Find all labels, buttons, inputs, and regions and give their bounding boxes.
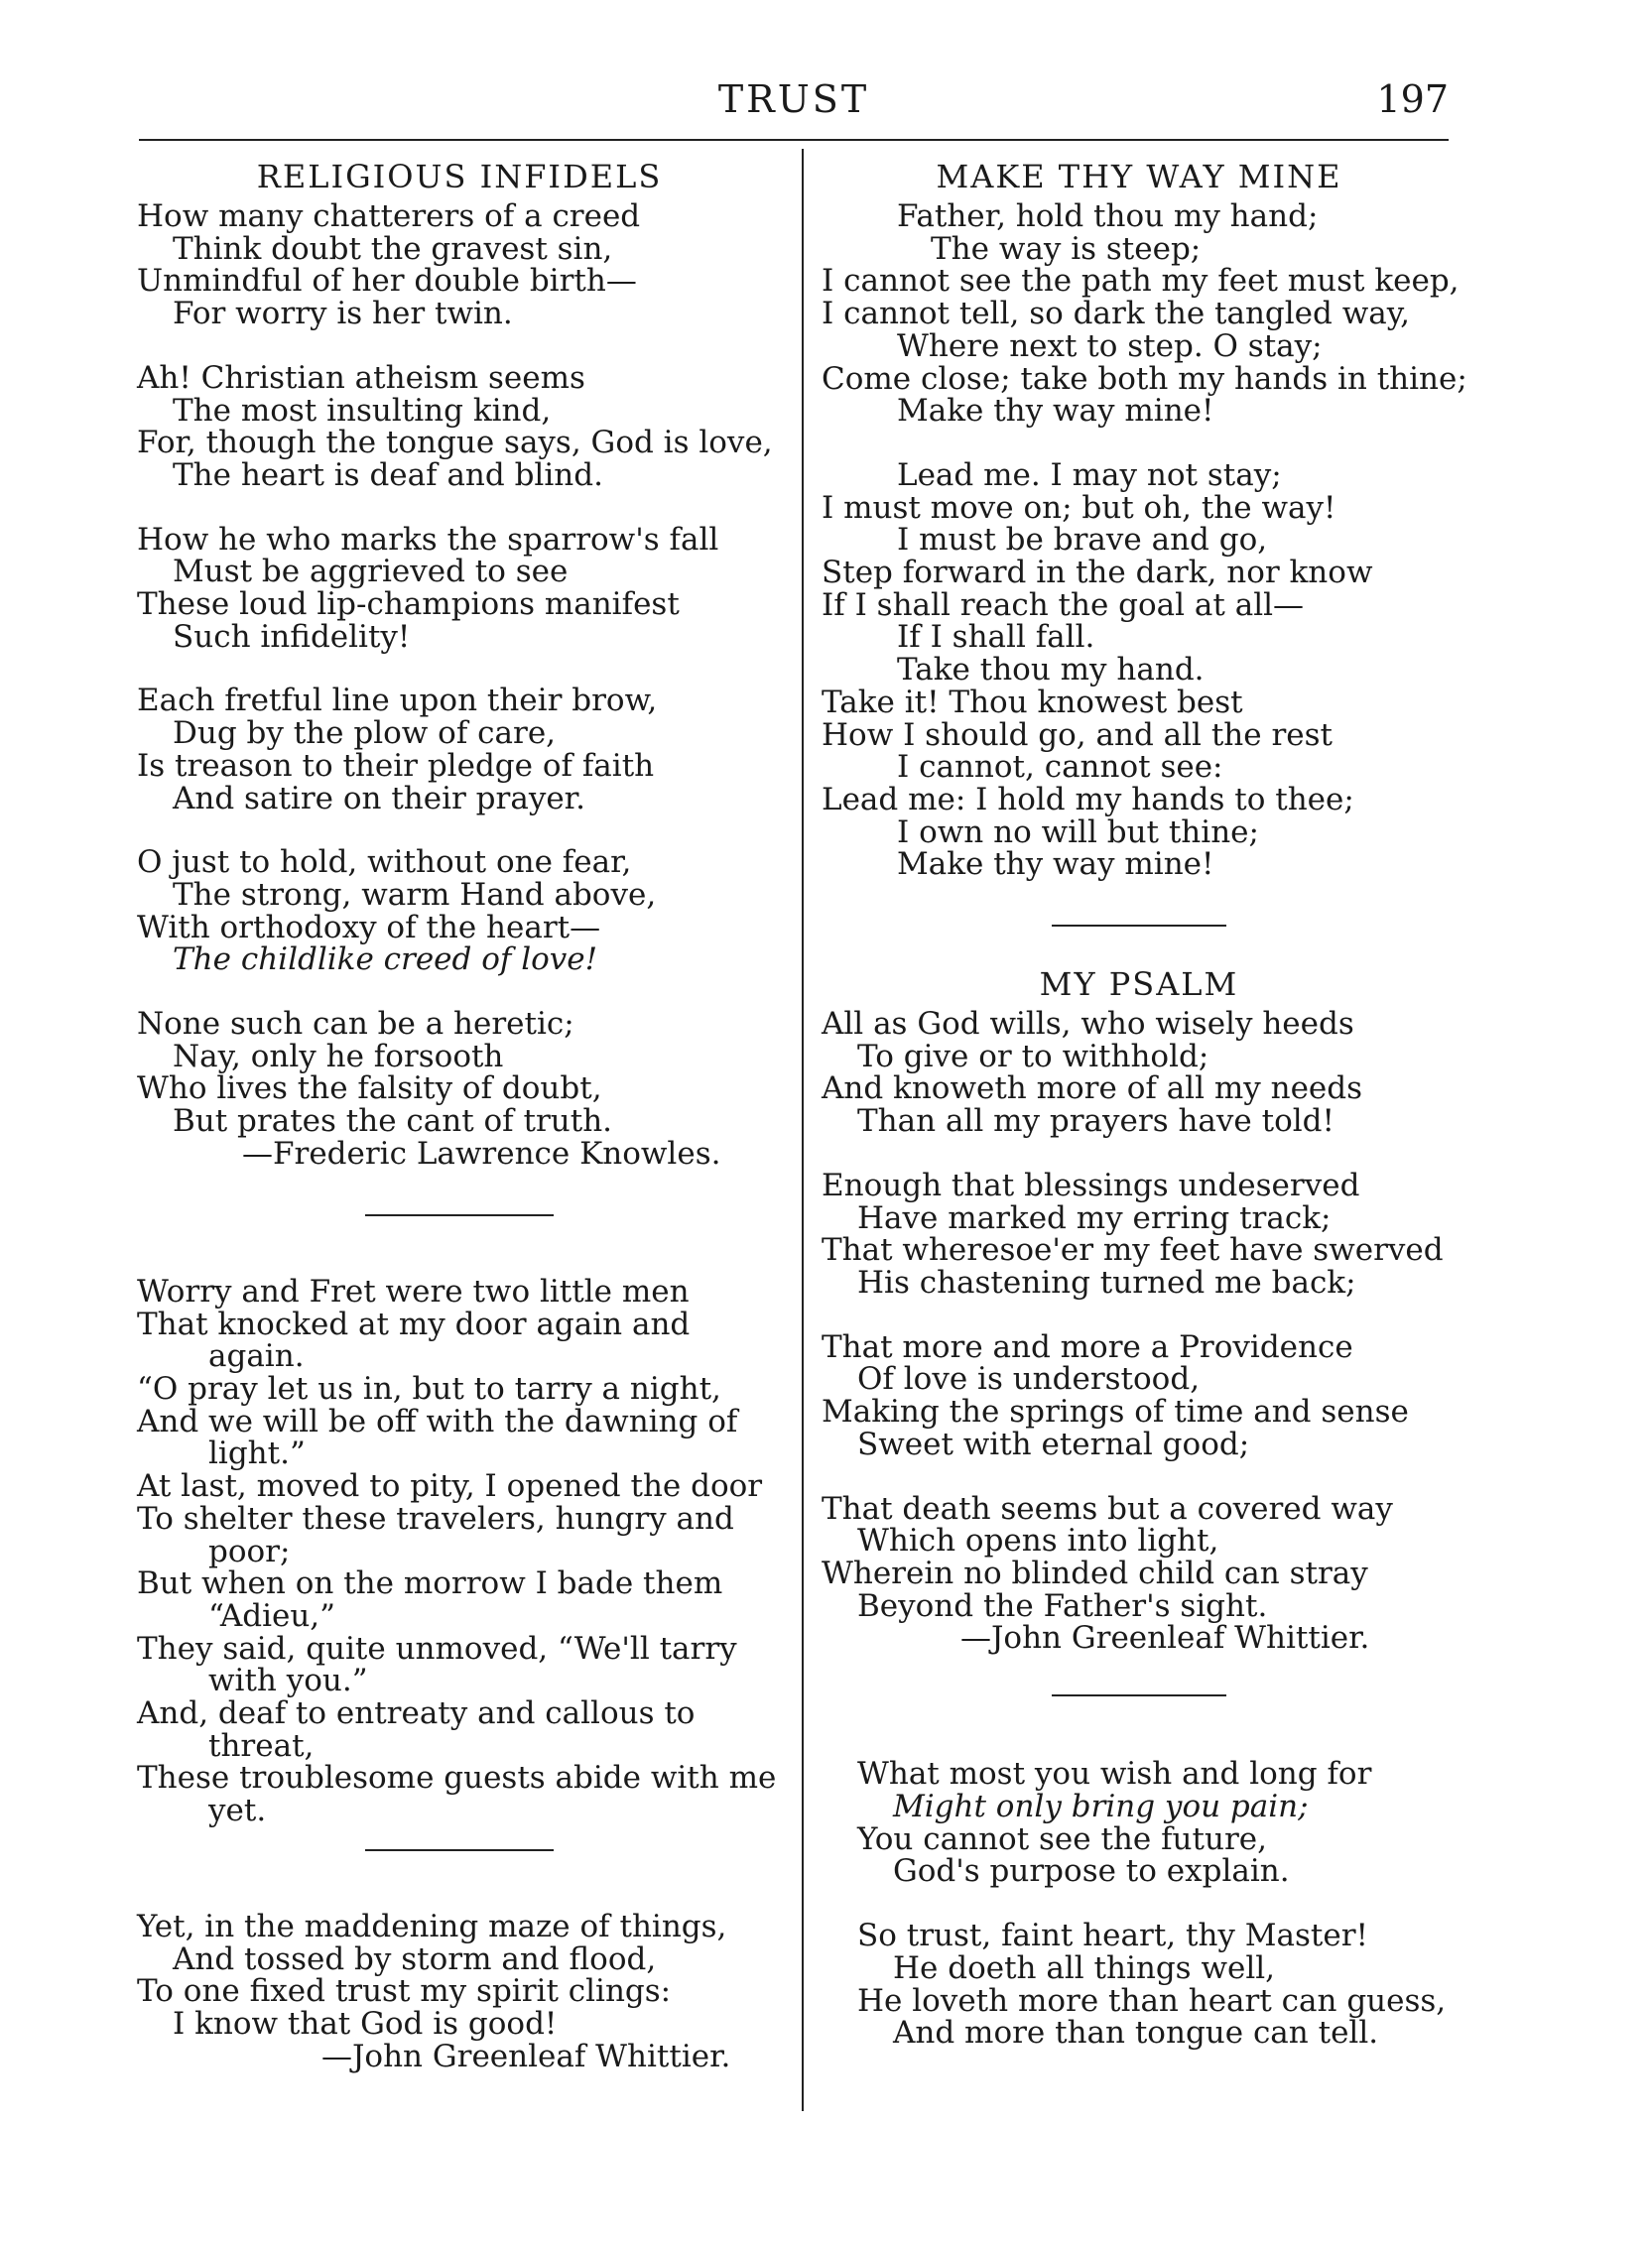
stanza xyxy=(137,359,782,493)
stanza xyxy=(137,521,782,655)
poem-line: Who lives the falsity of doubt, xyxy=(137,1070,602,1107)
poem-line: I cannot, cannot see: xyxy=(897,749,1223,786)
poem-line: Father, hold thou my hand; xyxy=(897,198,1319,234)
section-divider xyxy=(1052,1694,1226,1696)
poem-line: Unmindful of her double birth— xyxy=(137,263,637,300)
poem-line: He loveth more than heart can guess, xyxy=(857,1982,1447,2019)
poem-line: The childlike creed of love! xyxy=(173,941,598,978)
stanza xyxy=(137,846,782,976)
poem-line: “Adieu,” xyxy=(208,1597,336,1634)
poem-line: Ah! Christian atheism seems xyxy=(137,359,585,396)
stanza xyxy=(822,1758,1457,1888)
section-divider xyxy=(1052,925,1226,927)
poem-line: These troublesome guests abide with me xyxy=(137,1760,777,1797)
poem-line: How many chatterers of a creed xyxy=(137,198,641,234)
poem-line: Make thy way mine! xyxy=(897,846,1214,883)
poem-line: I know that God is good! xyxy=(173,2005,558,2042)
stanza xyxy=(137,1008,782,1138)
poem-line: Lead me: I hold my hands to thee; xyxy=(822,781,1354,817)
poem-line: With orthodoxy of the heart— xyxy=(137,909,601,945)
poem-line: None such can be a heretic; xyxy=(137,1006,574,1043)
poem-line: To shelter these travelers, hungry and xyxy=(137,1500,734,1537)
stanza xyxy=(137,200,782,330)
stanza xyxy=(822,198,1467,430)
poem-line: At last, moved to pity, I opened the door xyxy=(137,1468,763,1505)
poem-line: Come close; take both my hands in thine; xyxy=(822,360,1467,397)
poem-line: Take thou my hand. xyxy=(897,652,1205,688)
poem-line: For worry is her twin. xyxy=(173,296,513,332)
poem-line: I own no will but thine; xyxy=(897,813,1259,850)
poem-trust-whittier xyxy=(137,1908,782,2042)
poem-line: Each fretful line upon their brow, xyxy=(137,683,658,719)
poem-line: The way is steep; xyxy=(931,230,1202,267)
section-divider xyxy=(365,1849,554,1851)
poem-line: How he who marks the sparrow's fall xyxy=(137,521,719,558)
stanza xyxy=(822,1490,1457,1624)
left-column xyxy=(137,159,782,2073)
stanza xyxy=(822,456,1457,883)
section-divider xyxy=(365,1214,554,1216)
poem-line: The strong, warm Hand above, xyxy=(173,876,657,913)
poem-line: The most insulting kind, xyxy=(173,392,552,429)
poem-line: Such infidelity! xyxy=(173,618,411,655)
poem-line: Lead me. I may not stay; xyxy=(897,456,1282,493)
poem-line: And we will be off with the dawning of xyxy=(137,1403,738,1439)
poem-line: Making the springs of time and sense xyxy=(822,1394,1409,1431)
header-rule xyxy=(139,139,1449,141)
poem-line: So trust, faint heart, thy Master! xyxy=(857,1918,1368,1954)
poem-title-religious-infidels: RELIGIOUS INFIDELS xyxy=(256,158,663,195)
poem-line: But when on the morrow I bade them xyxy=(137,1565,723,1602)
poem-author: —John Greenleaf Whittier. xyxy=(321,2038,731,2074)
poem-worry-and-fret xyxy=(137,1273,782,1829)
poem-line: What most you wish and long for xyxy=(857,1756,1372,1793)
poem-line: He doeth all things well, xyxy=(893,1949,1276,1986)
poem-line: Beyond the Father's sight. xyxy=(857,1587,1268,1624)
poem-line: Dug by the plow of care, xyxy=(173,715,557,752)
poem-line: Think doubt the gravest sin, xyxy=(173,230,613,267)
poem-line: Must be aggrieved to see xyxy=(173,554,569,590)
poem-line: To give or to withhold; xyxy=(857,1038,1209,1074)
poem-line: To one fixed trust my spirit clings: xyxy=(137,1973,672,2010)
poem-line: with you.” xyxy=(208,1663,368,1699)
poem-line: If I shall reach the goal at all— xyxy=(822,586,1305,623)
page-number: 197 xyxy=(1376,77,1449,121)
poem-line: And satire on their prayer. xyxy=(173,780,585,816)
poem-line: And, deaf to entreaty and callous to xyxy=(137,1695,696,1732)
poem-line: Step forward in the dark, nor know xyxy=(822,555,1373,591)
poem-line: That knocked at my door again and xyxy=(137,1306,691,1342)
poem-line: I cannot tell, so dark the tangled way, xyxy=(822,296,1410,332)
stanza xyxy=(822,1167,1457,1301)
poem-line: Is treason to their pledge of faith xyxy=(137,747,655,784)
poem-line: Sweet with eternal good; xyxy=(857,1426,1250,1462)
poem-line: And more than tongue can tell. xyxy=(893,2015,1379,2052)
poem-line: light.” xyxy=(208,1436,306,1472)
poem-line: But prates the cant of truth. xyxy=(173,1103,613,1140)
poem-line: again. xyxy=(208,1338,305,1375)
stanza xyxy=(822,1008,1457,1138)
poem-line: That more and more a Providence xyxy=(822,1328,1353,1365)
poem-line: I must move on; but oh, the way! xyxy=(822,489,1336,526)
poem-line: I must be brave and go, xyxy=(897,522,1268,559)
poem-line: Of love is understood, xyxy=(857,1361,1201,1398)
poem-line: You cannot see the future, xyxy=(857,1820,1267,1857)
poem-line: That death seems but a covered way xyxy=(822,1490,1393,1527)
poem-line: Enough that blessings undeserved xyxy=(822,1167,1360,1203)
poem-line: poor; xyxy=(208,1533,291,1569)
poem-line: I cannot see the path my feet must keep, xyxy=(822,263,1460,300)
poem-line: Have marked my erring track; xyxy=(857,1199,1332,1236)
poem-line: They said, quite unmoved, “We'll tarry xyxy=(137,1630,737,1667)
poem-line: Might only bring you pain; xyxy=(893,1789,1309,1825)
running-title: TRUST xyxy=(717,77,870,121)
poem-line: These loud lip-champions manifest xyxy=(137,586,680,623)
poem-author: —John Greenleaf Whittier. xyxy=(960,1620,1370,1657)
poem-title-make-thy-way-mine: MAKE THY WAY MINE xyxy=(936,158,1342,195)
poem-line: Yet, in the maddening maze of things, xyxy=(137,1908,727,1944)
poem-line: yet. xyxy=(208,1793,267,1829)
page-header xyxy=(139,71,1449,131)
poem-line: Make thy way mine! xyxy=(897,393,1214,430)
poem-line: threat, xyxy=(208,1727,315,1764)
poem-line: If I shall fall. xyxy=(897,619,1095,656)
poem-line: Nay, only he forsooth xyxy=(173,1038,504,1074)
poem-line: How I should go, and all the rest xyxy=(822,716,1333,753)
poem-title-my-psalm: MY PSALM xyxy=(1039,965,1239,1004)
poem-line: O just to hold, without one fear, xyxy=(137,844,632,881)
column-divider xyxy=(802,149,804,2111)
poem-line: Take it! Thou knowest best xyxy=(822,684,1243,720)
stanza xyxy=(137,685,782,814)
poem-line: Which opens into light, xyxy=(857,1523,1219,1560)
stanza xyxy=(822,1328,1457,1462)
poem-line: That wheresoe'er my feet have swerved xyxy=(822,1232,1444,1269)
poem-line: And tossed by storm and flood, xyxy=(173,1940,657,1977)
poem-line: All as God wills, who wisely heeds xyxy=(822,1006,1354,1043)
poem-line: Where next to step. O stay; xyxy=(897,327,1323,364)
right-column xyxy=(822,158,1467,2052)
poem-line: His chastening turned me back; xyxy=(857,1264,1356,1301)
poem-author: —Frederic Lawrence Knowles. xyxy=(242,1135,721,1172)
poem-line: “O pray let us in, but to tarry a night, xyxy=(137,1370,721,1407)
poem-line: Worry and Fret were two little men xyxy=(137,1273,690,1310)
poem-line: Wherein no blinded child can stray xyxy=(822,1555,1368,1591)
poem-line: The heart is deaf and blind. xyxy=(173,456,603,493)
poem-line: For, though the tongue says, God is love, xyxy=(137,425,773,461)
poem-line: Than all my prayers have told! xyxy=(857,1103,1334,1140)
poem-line: And knoweth more of all my needs xyxy=(822,1070,1363,1107)
poem-line: God's purpose to explain. xyxy=(893,1853,1290,1890)
stanza xyxy=(822,1920,1457,2050)
